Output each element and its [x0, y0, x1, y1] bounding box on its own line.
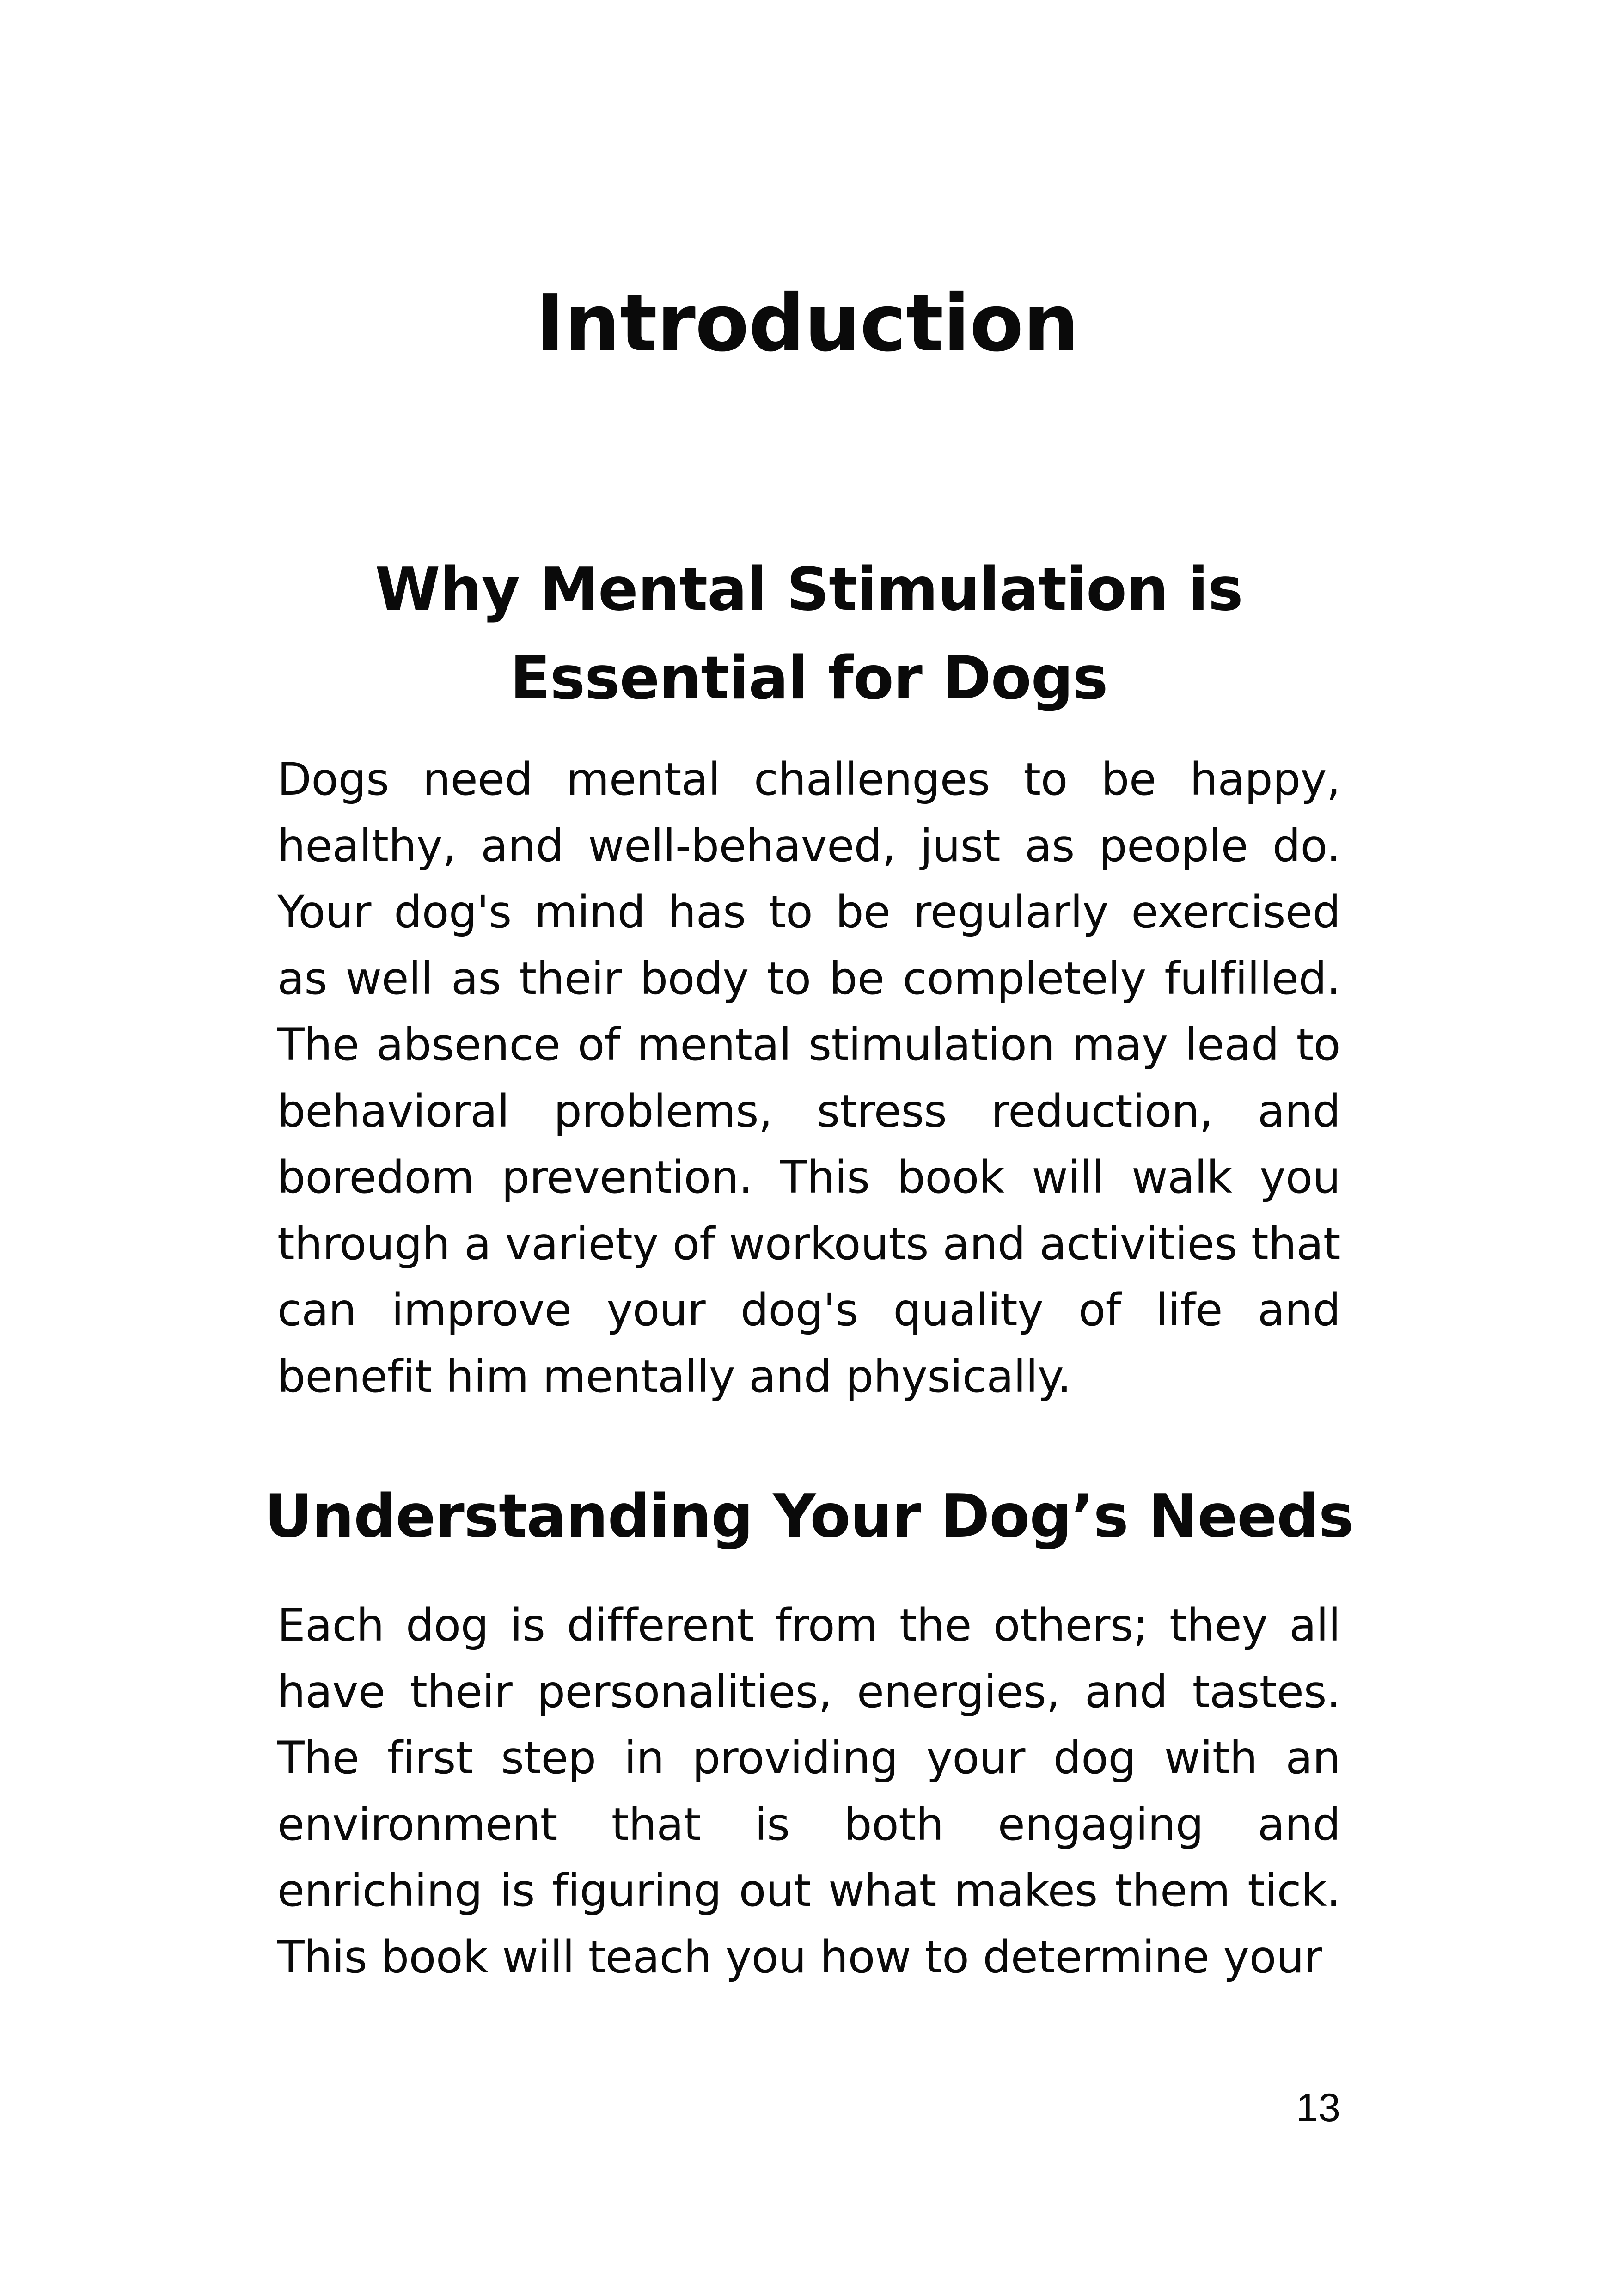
section-body-mental-stimulation: Dogs need mental challenges to be happy, healthy, and well-behaved, just as people do. Your dog's mind has to be regularly exercised as well as their body to be completely fulfilled. The absence of mental stimulation may lead to behavioral problems, stress reduction, and boredom prevention. This book will walk you through a variety of workouts and activities that can improve your dog's quality of life and benefit him mentally and physically. — [277, 753, 1340, 1402]
chapter-title: Introduction — [535, 278, 1079, 369]
page-number: 13 — [1296, 2086, 1340, 2130]
section-heading-mental-stimulation: Why Mental Stimulation is Essential for Dogs — [375, 555, 1243, 713]
section-heading-dog-needs: Understanding Your Dog’s Needs — [264, 1482, 1353, 1551]
section-body-dog-needs: Each dog is different from the others; they all have their personalities, energies, and tastes. The first step in providing your dog with an environment that is both engaging and enriching is figuring out what makes them tick. This book will teach you how to determine your — [277, 1599, 1340, 1983]
